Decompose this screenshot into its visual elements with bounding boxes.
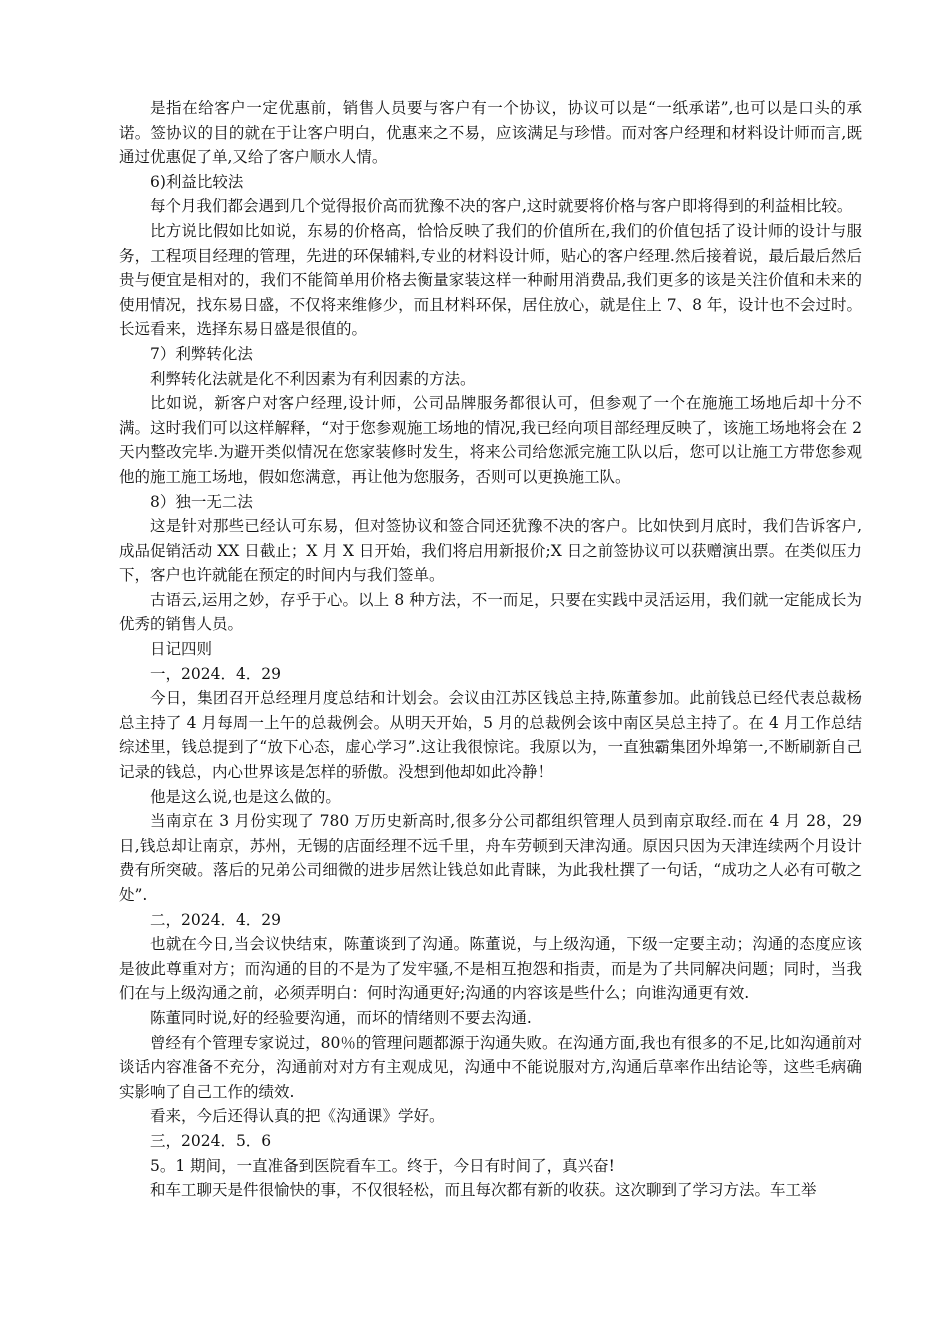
paragraph: 当南京在 3 月份实现了 780 万历史新高时,很多分公司都组织管理人员到南京取经.而在 4 月 28，29 日,钱总却让南京，苏州，无锡的店面经理不远千里，舟车劳顿到天津沟通。原因只因为天津连续两个月设计费有所突破。落后的兄弟公司细微的进步居然让钱总如此青睐，为此我杜撰了一句话，“成功之人必有可敬之处”.: [119, 812, 862, 904]
paragraph: 今日，集团召开总经理月度总结和计划会。会议由江苏区钱总主持,陈董参加。此前钱总已经代表总裁杨总主持了 4 月每周一上午的总裁例会。从明天开始，5 月的总裁例会该中南区吴总主持了。在 4 月工作总结综述里，钱总提到了“放下心态，虚心学习”.这让我很惊诧。我原以为，一直独霸集团外埠第一,不断刷新自己记录的钱总，内心世界该是怎样的骄傲。没想到他却如此冷静！: [119, 689, 862, 782]
paragraph-promise-intro: 是指在给客户一定优惠前，销售人员要与客户有一个协议，协议可以是“一纸承诺”,也可以是口头的承诺。签协议的目的就在于让客户明白，优惠来之不易，应该满足与珍惜。而对客户经理和材料设计师而言,既通过优惠促了单,又给了客户顺水人情。: [119, 99, 862, 167]
heading-benefit-comparison: 6)利益比较法: [150, 172, 244, 191]
paragraph: 也就在今日,当会议快结束，陈董谈到了沟通。陈董说，与上级沟通，下级一定要主动；沟通的态度应该是彼此尊重对方；而沟通的目的不是为了发牢骚,不是相互抱怨和指责，而是为了共同解决问题；同时，当我们在与上级沟通之前，必须弄明白：何时沟通更好;沟通的内容该是些什么；向谁沟通更有效.: [119, 935, 862, 1003]
paragraph: 他是这么说,也是这么做的。: [150, 787, 341, 806]
paragraph: 5。1 期间，一直准备到医院看车工。终于，今日有时间了，真兴奋!: [150, 1156, 615, 1175]
diary-heading-1: 一，2024．4．29: [150, 664, 282, 683]
paragraph: 每个月我们都会遇到几个觉得报价高而犹豫不决的客户,这时就要将价格与客户即将得到的利益相比较。: [150, 197, 853, 216]
paragraph: 和车工聊天是件很愉快的事，不仅很轻松，而且每次都有新的收获。这次聊到了学习方法。车工举: [150, 1181, 817, 1200]
heading-four-diaries: 日记四则: [150, 640, 213, 659]
paragraph: 陈董同时说,好的经验要沟通，而坏的情绪则不要去沟通.: [150, 1008, 532, 1027]
paragraph: 古语云,运用之妙，存乎于心。以上 8 种方法，不一而足，只要在实践中灵活运用，我们就一定能成长为优秀的销售人员。: [119, 590, 862, 634]
paragraph: 曾经有个管理专家说过，80％的管理问题都源于沟通失败。在沟通方面,我也有很多的不足,比如沟通前对谈话内容准备不充分，沟通前对对方有主观成见，沟通中不能说服对方,沟通后草率作出结论等，这些毛病确实影响了自己工作的绩效.: [119, 1033, 862, 1101]
diary-heading-2: 二，2024．4．29: [150, 910, 282, 929]
heading-pros-cons-conversion: 7）利弊转化法: [150, 344, 253, 363]
document-body: [119, 96, 862, 1203]
paragraph: 比方说比假如比如说，东易的价格高，恰恰反映了我们的价值所在,我们的价值包括了设计师的设计与服务，工程项目经理的管理，先进的环保辅料,专业的材料设计师，贴心的客户经理.然后接着说，最后最后然后贵与便宜是相对的，我们不能简单用价格去衡量家装这样一种耐用消费品,我们更多的该是关注价值和未来的使用情况，找东易日盛，不仅将来维修少，而且材料环保，居住放心，就是住上 7、8 年，设计也不会过时。长远看来，选择东易日盛是很值的。: [119, 221, 862, 339]
paragraph: 看来，今后还得认真的把《沟通课》学好。: [150, 1107, 445, 1126]
paragraph: 比如说，新客户对客户经理,设计师，公司品牌服务都很认可，但参观了一个在施施工场地后却十分不满。这时我们可以这样解释，“对于您参观施工场地的情况,我已经向项目部经理反映了，该施工场地将会在 2 天内整改完毕.为避开类似情况在您家装修时发生，将来公司给您派完施工队以后，您可以让施工方带您参观他的施工施工场地，假如您满意，再让他为您服务，否则可以更换施工队。: [119, 394, 862, 486]
heading-unique-method: 8）独一无二法: [150, 492, 253, 511]
paragraph: 利弊转化法就是化不利因素为有利因素的方法。: [150, 369, 476, 388]
paragraph: 这是针对那些已经认可东易，但对签协议和签合同还犹豫不决的客户。比如快到月底时，我们告诉客户,成品促销活动 XX 日截止；X 月 X 日开始，我们将启用新报价;X 日之前签协议可以获赠演出票。在类似压力下，客户也许就能在预定的时间内与我们签单。: [119, 517, 862, 585]
diary-heading-3: 三，2024．5．6: [150, 1131, 272, 1150]
